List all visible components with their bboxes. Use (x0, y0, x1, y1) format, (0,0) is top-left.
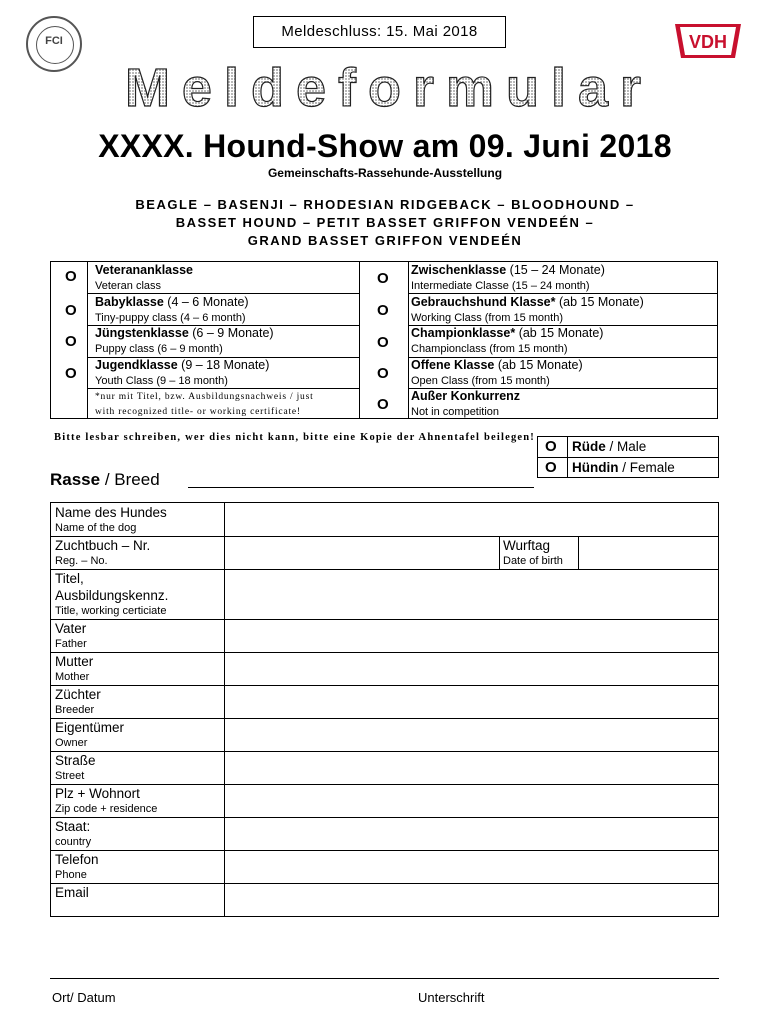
class-sublabel: Tiny-puppy class (4 – 6 month) (95, 312, 246, 324)
whelp-date-label: Wurftag (503, 538, 551, 553)
class-radio-working[interactable]: O (377, 302, 389, 319)
breed-list-line: BASSET HOUND – PETIT BASSET GRIFFON VENDEÉN – (175, 215, 595, 230)
studbook-field[interactable] (225, 537, 499, 569)
signature-line[interactable] (50, 978, 719, 979)
class-label: Veterananklasse (95, 263, 193, 277)
dog-name-label: Name des Hundes (55, 505, 167, 520)
sex-radio-male[interactable]: O (545, 438, 557, 455)
class-sublabel: Veteran class (95, 280, 162, 292)
breed-list-line: BEAGLE – BASENJI – RHODESIAN RIDGEBACK – BLOODHOUND – (135, 197, 635, 212)
dog-data-table (50, 502, 719, 917)
title-sublabel: Title, working certiciate (55, 605, 167, 617)
breeder-sublabel: Breeder (55, 704, 95, 716)
whelp-date-field[interactable] (579, 537, 718, 569)
class-radio-minor-puppy[interactable]: O (65, 333, 77, 350)
form-big-title (114, 60, 664, 118)
title-label-2: Ausbildungskennz. (55, 588, 169, 603)
class-radio-not-in-competition[interactable]: O (377, 396, 389, 413)
class-label: Gebrauchshund Klasse* (ab 15 Monate) (411, 295, 644, 309)
signature-label: Unterschrift (418, 990, 485, 1005)
country-label: Staat: (55, 819, 91, 834)
class-sublabel: Youth Class (9 – 18 month) (95, 375, 228, 387)
breed-list (0, 196, 770, 250)
class-sublabel: Puppy class (6 – 9 month) (95, 343, 223, 355)
phone-field[interactable] (225, 851, 718, 883)
dam-sublabel: Mother (55, 671, 90, 683)
title-label: Titel, (55, 571, 84, 586)
class-sublabel: Open Class (from 15 month) (411, 375, 550, 387)
page-title: XXXX. Hound-Show am 09. Juni 2018 (98, 128, 672, 164)
phone-label: Telefon (55, 852, 99, 867)
class-radio-champion[interactable]: O (377, 334, 389, 351)
dog-name-field[interactable] (225, 503, 718, 536)
class-sublabel: Intermediate Classe (15 – 24 month) (411, 280, 590, 292)
phone-sublabel: Phone (55, 869, 87, 881)
owner-label: Eigentümer (55, 720, 125, 735)
class-radio-open[interactable]: O (377, 365, 389, 382)
page-subtitle: Gemeinschafts-Rassehunde-Ausstellung (267, 166, 503, 180)
fci-logo-text: FCI (45, 35, 63, 47)
class-radio-youth[interactable]: O (65, 365, 77, 382)
email-field[interactable] (225, 884, 718, 916)
sex-selection (537, 436, 719, 478)
class-radio-intermediate[interactable]: O (377, 270, 389, 287)
breed-list-line: GRAND BASSET GRIFFON VENDEÉN (247, 233, 523, 248)
vdh-logo (675, 24, 741, 58)
class-label: Außer Konkurrenz (411, 389, 521, 403)
vdh-logo-text: VDH (688, 32, 728, 52)
big-title-text: Meldeformular (124, 60, 654, 118)
breeder-field[interactable] (225, 686, 718, 718)
zip-sublabel: Zip code + residence (55, 803, 158, 815)
sire-sublabel: Father (55, 638, 87, 650)
legibility-note: Bitte lesbar schreiben, wer dies nicht kann, bitte eine Kopie der Ahnentafel beilegen! (54, 432, 535, 443)
owner-sublabel: Owner (55, 737, 88, 749)
fci-logo (26, 16, 82, 72)
title-field[interactable] (225, 570, 718, 619)
whelp-date-sublabel: Date of birth (503, 555, 563, 567)
street-sublabel: Street (55, 770, 85, 782)
class-note: *nur mit Titel, bzw. Ausbildungsnachweis / just with recognized title- or working certificate! (95, 392, 314, 417)
sire-label: Vater (55, 621, 87, 636)
sex-label-female: Hündin / Female (572, 460, 675, 475)
studbook-sublabel: Reg. – No. (55, 555, 108, 567)
breed-input-line[interactable] (188, 487, 534, 488)
class-sublabel: Working Class (from 15 month) (411, 312, 564, 324)
class-sublabel: Not in competition (411, 406, 500, 418)
sire-field[interactable] (225, 620, 718, 652)
class-label: Babyklasse (4 – 6 Monate) (95, 295, 249, 309)
class-label: Offene Klasse (ab 15 Monate) (411, 358, 583, 372)
studbook-label: Zuchtbuch – Nr. (55, 538, 151, 553)
class-radio-baby[interactable]: O (65, 302, 77, 319)
class-radio-veteran[interactable]: O (65, 268, 77, 285)
sex-label-male: Rüde / Male (572, 439, 647, 454)
place-date-label: Ort/ Datum (52, 990, 116, 1005)
class-sublabel: Championclass (from 15 month) (411, 343, 568, 355)
deadline-box: Meldeschluss: 15. Mai 2018 (253, 16, 506, 48)
dam-label: Mutter (55, 654, 94, 669)
email-label: Email (55, 885, 89, 900)
zip-label: Plz + Wohnort (55, 786, 140, 801)
class-label: Jüngstenklasse (6 – 9 Monate) (95, 326, 274, 340)
sex-radio-female[interactable]: O (545, 459, 557, 476)
dam-field[interactable] (225, 653, 718, 685)
street-label: Straße (55, 753, 96, 768)
zip-field[interactable] (225, 785, 718, 817)
street-field[interactable] (225, 752, 718, 784)
class-selection-grid (50, 261, 718, 419)
country-field[interactable] (225, 818, 718, 850)
class-label: Jugendklasse (9 – 18 Monate) (95, 358, 270, 372)
country-sublabel: country (55, 836, 92, 848)
breed-label: Rasse / Breed (50, 470, 160, 489)
owner-field[interactable] (225, 719, 718, 751)
dog-name-sublabel: Name of the dog (55, 522, 137, 534)
class-label: Zwischenklasse (15 – 24 Monate) (411, 263, 605, 277)
breeder-label: Züchter (55, 687, 101, 702)
class-label: Championklasse* (ab 15 Monate) (411, 326, 604, 340)
